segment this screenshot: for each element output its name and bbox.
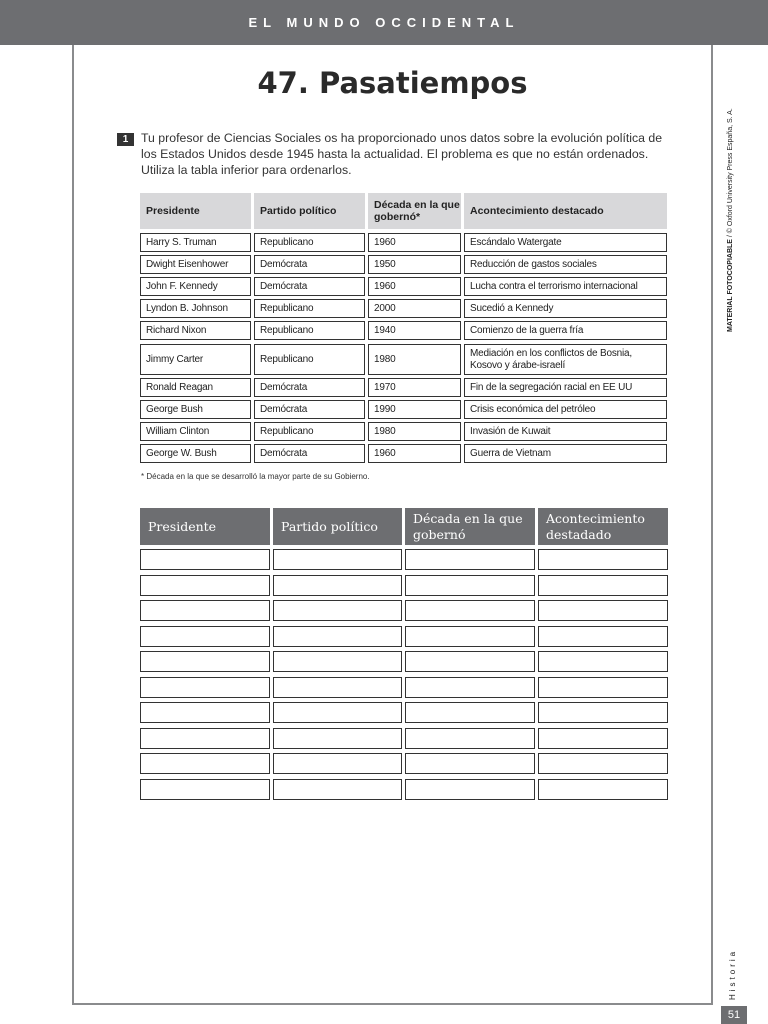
data-table-cell: Reducción de gastos sociales — [464, 255, 667, 274]
data-table-cell: George W. Bush — [140, 444, 251, 463]
data-table-cell: Demócrata — [254, 255, 365, 274]
data-table-cell: Lyndon B. Johnson — [140, 299, 251, 318]
data-table-cell: 2000 — [368, 299, 461, 318]
answer-input-cell[interactable] — [405, 753, 535, 774]
page-number: 51 — [721, 1006, 747, 1024]
data-table-cell: Demócrata — [254, 444, 365, 463]
answer-input-cell[interactable] — [405, 575, 535, 596]
data-table-header: Década en la que gobernó* — [368, 193, 461, 229]
data-table-cell: 1940 — [368, 321, 461, 340]
answer-input-cell[interactable] — [405, 779, 535, 800]
answer-table-header: Presidente — [140, 508, 270, 545]
data-table-header: Partido político — [254, 193, 365, 229]
data-table-cell: Crisis económica del petróleo — [464, 400, 667, 419]
exercise-instructions: Tu profesor de Ciencias Sociales os ha proporcionado unos datos sobre la evolución política de los Estados Unidos desde 1945 hasta la actualidad. El problema es que no están ordenados. Utiliza la tabla inferior para ordenarlos. — [141, 131, 663, 177]
answer-input-cell[interactable] — [140, 753, 270, 774]
section-header — [0, 0, 768, 45]
answer-input-cell[interactable] — [140, 728, 270, 749]
data-table-cell: Guerra de Vietnam — [464, 444, 667, 463]
answer-input-cell[interactable] — [273, 753, 402, 774]
data-table-cell: Fin de la segregación racial en EE UU — [464, 378, 667, 397]
answer-input-cell[interactable] — [538, 779, 668, 800]
answer-input-cell[interactable] — [405, 626, 535, 647]
data-table-cell: Republicano — [254, 299, 365, 318]
data-table-cell: Invasión de Kuwait — [464, 422, 667, 441]
answer-input-cell[interactable] — [273, 651, 402, 672]
answer-input-cell[interactable] — [538, 600, 668, 621]
exercise-number: 1 — [117, 133, 134, 146]
data-table-cell: William Clinton — [140, 422, 251, 441]
data-table-cell: Escándalo Watergate — [464, 233, 667, 252]
data-table-cell: 1990 — [368, 400, 461, 419]
answer-input-cell[interactable] — [140, 575, 270, 596]
data-table-cell: Mediación en los conflictos de Bosnia, Kosovo y árabe-israelí — [464, 344, 667, 375]
data-table-cell: George Bush — [140, 400, 251, 419]
section-title: EL MUNDO OCCIDENTAL — [248, 15, 520, 30]
answer-input-cell[interactable] — [140, 626, 270, 647]
answer-input-cell[interactable] — [538, 753, 668, 774]
answer-table-header: Acontecimiento destadado — [538, 508, 668, 545]
data-table-cell: Dwight Eisenhower — [140, 255, 251, 274]
data-table-cell: Demócrata — [254, 277, 365, 296]
answer-table-header: Década en la que gobernó — [405, 508, 535, 545]
data-table-cell: Demócrata — [254, 378, 365, 397]
answer-input-cell[interactable] — [273, 575, 402, 596]
answer-input-cell[interactable] — [140, 651, 270, 672]
data-table-cell: Richard Nixon — [140, 321, 251, 340]
answer-input-cell[interactable] — [140, 549, 270, 570]
answer-input-cell[interactable] — [273, 626, 402, 647]
data-table-cell: Republicano — [254, 233, 365, 252]
answer-input-cell[interactable] — [538, 626, 668, 647]
copyright-notice — [727, 52, 734, 332]
answer-input-cell[interactable] — [140, 677, 270, 698]
data-table-cell: Comienzo de la guerra fría — [464, 321, 667, 340]
page-title: 47. Pasatiempos — [257, 66, 528, 100]
answer-input-cell[interactable] — [538, 677, 668, 698]
answer-input-cell[interactable] — [273, 702, 402, 723]
data-table-cell: Demócrata — [254, 400, 365, 419]
copyright-rest: / © Oxford University Press España, S. A. — [727, 108, 734, 240]
data-table-cell: 1960 — [368, 444, 461, 463]
subject-label: Historia — [728, 948, 737, 1000]
answer-input-cell[interactable] — [538, 651, 668, 672]
data-table-cell: 1980 — [368, 422, 461, 441]
copyright-bold: MATERIAL FOTOCOPIABLE — [727, 239, 734, 332]
frame-right-border — [711, 45, 713, 1005]
table-footnote: * Década en la que se desarrolló la mayor parte de su Gobierno. — [141, 472, 370, 481]
answer-input-cell[interactable] — [273, 677, 402, 698]
answer-input-cell[interactable] — [140, 702, 270, 723]
answer-input-cell[interactable] — [405, 600, 535, 621]
data-table-cell: 1960 — [368, 233, 461, 252]
answer-input-cell[interactable] — [140, 779, 270, 800]
answer-input-cell[interactable] — [405, 728, 535, 749]
data-table-cell: Jimmy Carter — [140, 344, 251, 375]
data-table-cell: 1970 — [368, 378, 461, 397]
answer-input-cell[interactable] — [273, 728, 402, 749]
data-table-cell: 1950 — [368, 255, 461, 274]
answer-input-cell[interactable] — [140, 600, 270, 621]
answer-input-cell[interactable] — [405, 677, 535, 698]
data-table-cell: John F. Kennedy — [140, 277, 251, 296]
frame-left-border — [72, 45, 74, 1005]
data-table-cell: Sucedió a Kennedy — [464, 299, 667, 318]
data-table-cell: Republicano — [254, 344, 365, 375]
data-table-header: Acontecimiento destacado — [464, 193, 667, 229]
answer-input-cell[interactable] — [273, 600, 402, 621]
data-table-cell: 1960 — [368, 277, 461, 296]
answer-input-cell[interactable] — [538, 575, 668, 596]
data-table-cell: Republicano — [254, 422, 365, 441]
answer-table-header: Partido político — [273, 508, 402, 545]
answer-input-cell[interactable] — [538, 702, 668, 723]
data-table-cell: 1980 — [368, 344, 461, 375]
answer-input-cell[interactable] — [405, 549, 535, 570]
answer-input-cell[interactable] — [538, 728, 668, 749]
data-table-cell: Republicano — [254, 321, 365, 340]
data-table-header: Presidente — [140, 193, 251, 229]
data-table-cell: Harry S. Truman — [140, 233, 251, 252]
frame-bottom-border — [72, 1003, 712, 1005]
data-table-cell: Ronald Reagan — [140, 378, 251, 397]
answer-input-cell[interactable] — [405, 651, 535, 672]
data-table-cell: Lucha contra el terrorismo internacional — [464, 277, 667, 296]
answer-input-cell[interactable] — [538, 549, 668, 570]
answer-input-cell[interactable] — [405, 702, 535, 723]
answer-input-cell[interactable] — [273, 779, 402, 800]
answer-input-cell[interactable] — [273, 549, 402, 570]
